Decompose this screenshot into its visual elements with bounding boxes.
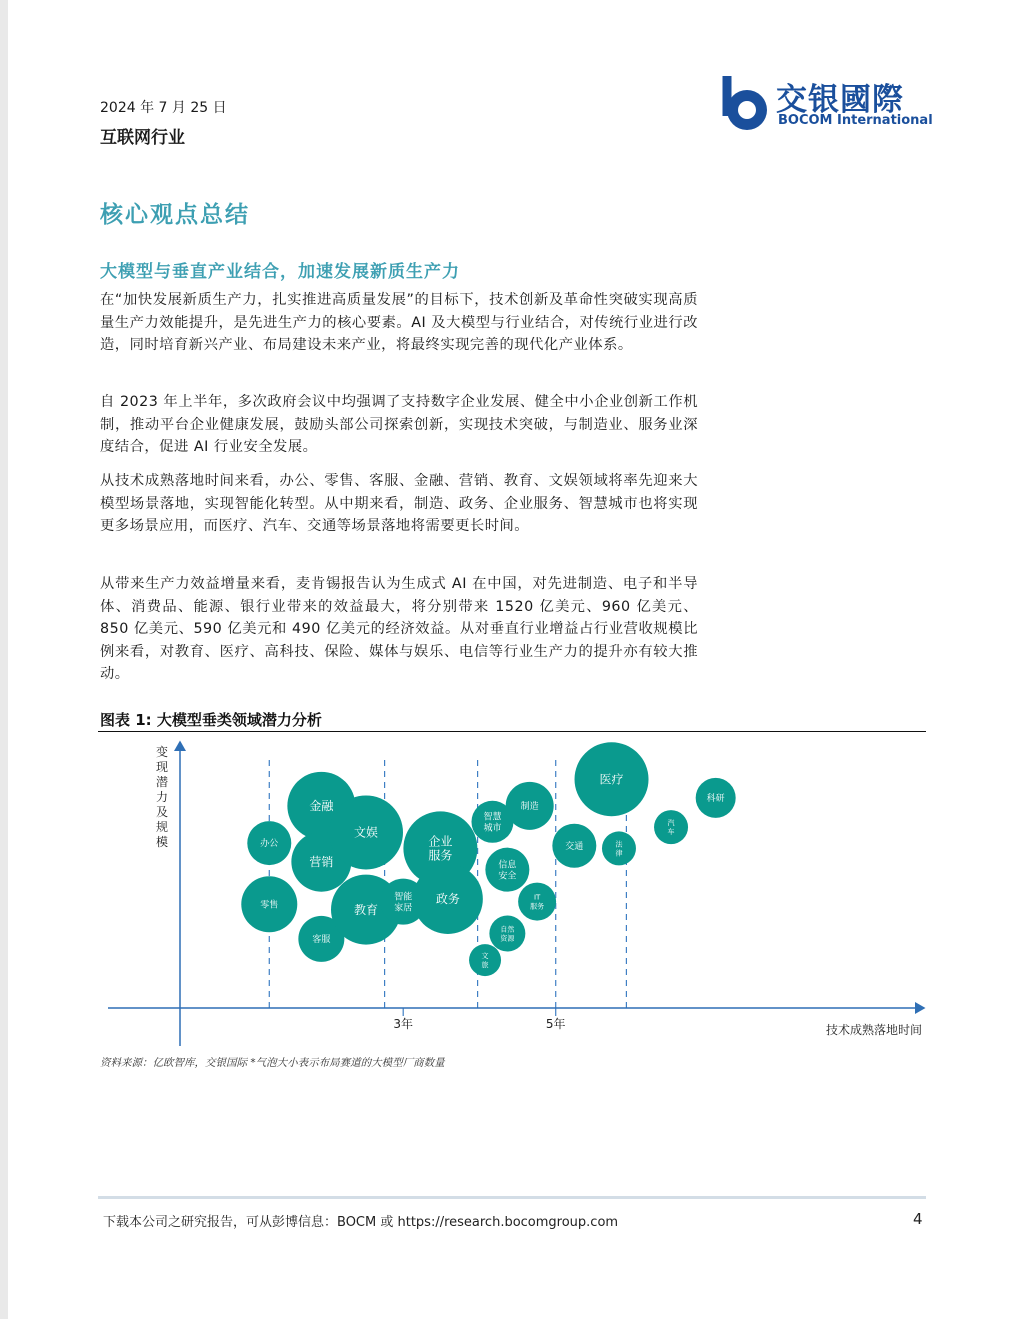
bubble-label-13: 信息安全 xyxy=(498,860,517,882)
bubble-label-19: 法律 xyxy=(615,840,623,858)
x-tick-label-1: 3年 xyxy=(393,1017,414,1031)
bubble-label-8: 智能家居 xyxy=(394,892,413,914)
paragraph-4: 从带来生产力效益增量来看，麦肯锡报告认为生成式 AI 在中国，对先进制造、电子和半导体、消费品、能源、银行业带来的效益最大，将分别带来 1520 亿美元、960 亿美元、850 亿美元、590 亿美元和 490 亿美元的经济效益。从对垂直行业增益占行业营收规模比例来看，对教育、医疗、高科技、保险、媒体与娱乐、电信等行业生产力的提升亦有较大推动。 xyxy=(100,576,698,682)
y-axis-label: 变现潜力及规模 xyxy=(155,745,169,849)
paragraph-2: 自 2023 年上半年，多次政府会议中均强调了支持数字企业发展、健全中小企业创新工作机制，推动平台企业健康发展，鼓励头部公司探索创新，实现技术突破，与制造业、服务业深度结合，促进 AI 行业安全发展。 xyxy=(100,394,698,455)
bubble-label-12: 文旅 xyxy=(481,952,489,970)
subheading: 大模型与垂直产业结合，加速发展新质生产力 xyxy=(100,262,460,282)
bubble-label-4: 营销 xyxy=(309,854,334,869)
bubble-label-10: 政务 xyxy=(435,892,460,907)
report-page xyxy=(8,0,1022,1319)
bubble-label-21: 科研 xyxy=(706,794,725,805)
report-date: 2024 年 7 月 25 日 xyxy=(100,100,227,116)
bubble-label-14: 自然资源 xyxy=(500,925,515,943)
logo-english-name: BOCOM International xyxy=(778,113,933,128)
bubble-label-20: 汽车 xyxy=(667,819,675,837)
figure-title: 图表 1: 大模型垂类领域潜力分析 xyxy=(100,711,322,729)
bubble-label-11: 智慧城市 xyxy=(483,812,502,834)
bubble-label-15: 制造 xyxy=(520,801,539,812)
paragraph-3: 从技术成熟落地时间来看，办公、零售、客服、金融、营销、教育、文娱领域将率先迎来大模型场景落地，实现智能化转型。从中期来看，制造、政务、企业服务、智慧城市也将实现更多场景应用，而医疗、汽车、交通等场景落地将需要更长时间。 xyxy=(100,473,698,534)
bubble-label-9: 企业服务 xyxy=(428,834,453,863)
bubble-label-17: 交通 xyxy=(565,841,584,852)
bubble-label-6: 文娱 xyxy=(353,825,379,840)
section-title: 核心观点总结 xyxy=(100,202,250,228)
paragraph-1: 在“加快发展新质生产力，扎实推进高质量发展”的目标下，技术创新及革命性突破实现高质量生产力效能提升，是先进生产力的核心要素。AI 及大模型与行业结合，对传统行业进行改造，同时培育新兴产业、布局建设未来产业，将最终实现完善的现代化产业体系。 xyxy=(100,292,698,353)
figure-source: 资料来源：亿欧智库，交银国际 *气泡大小表示布局赛道的大模型厂商数量 xyxy=(100,1057,445,1069)
bubble-label-5: 客服 xyxy=(312,934,331,945)
x-axis-label: 技术成熟落地时间 xyxy=(825,1023,922,1037)
footer-download-note: 下载本公司之研究报告，可从彭博信息：BOCM 或 https://research.bocomgroup.com xyxy=(103,1215,619,1230)
x-tick-label-2: 5年 xyxy=(545,1017,566,1031)
bubble-label-7: 教育 xyxy=(353,902,379,917)
bubble-label-2: 零售 xyxy=(260,900,279,911)
bubble-label-1: 办公 xyxy=(260,839,279,850)
page-number: 4 xyxy=(913,1210,923,1228)
sector-label: 互联网行业 xyxy=(100,128,185,148)
bubble-label-3: 金融 xyxy=(309,799,334,814)
bubble-label-18: 医疗 xyxy=(599,772,624,787)
bubble-label-16: IT 服务 xyxy=(530,893,545,911)
footer-rule xyxy=(98,1196,926,1199)
logo-chinese-name: 交银國際 xyxy=(776,82,904,118)
bubble-chart xyxy=(98,732,928,1050)
